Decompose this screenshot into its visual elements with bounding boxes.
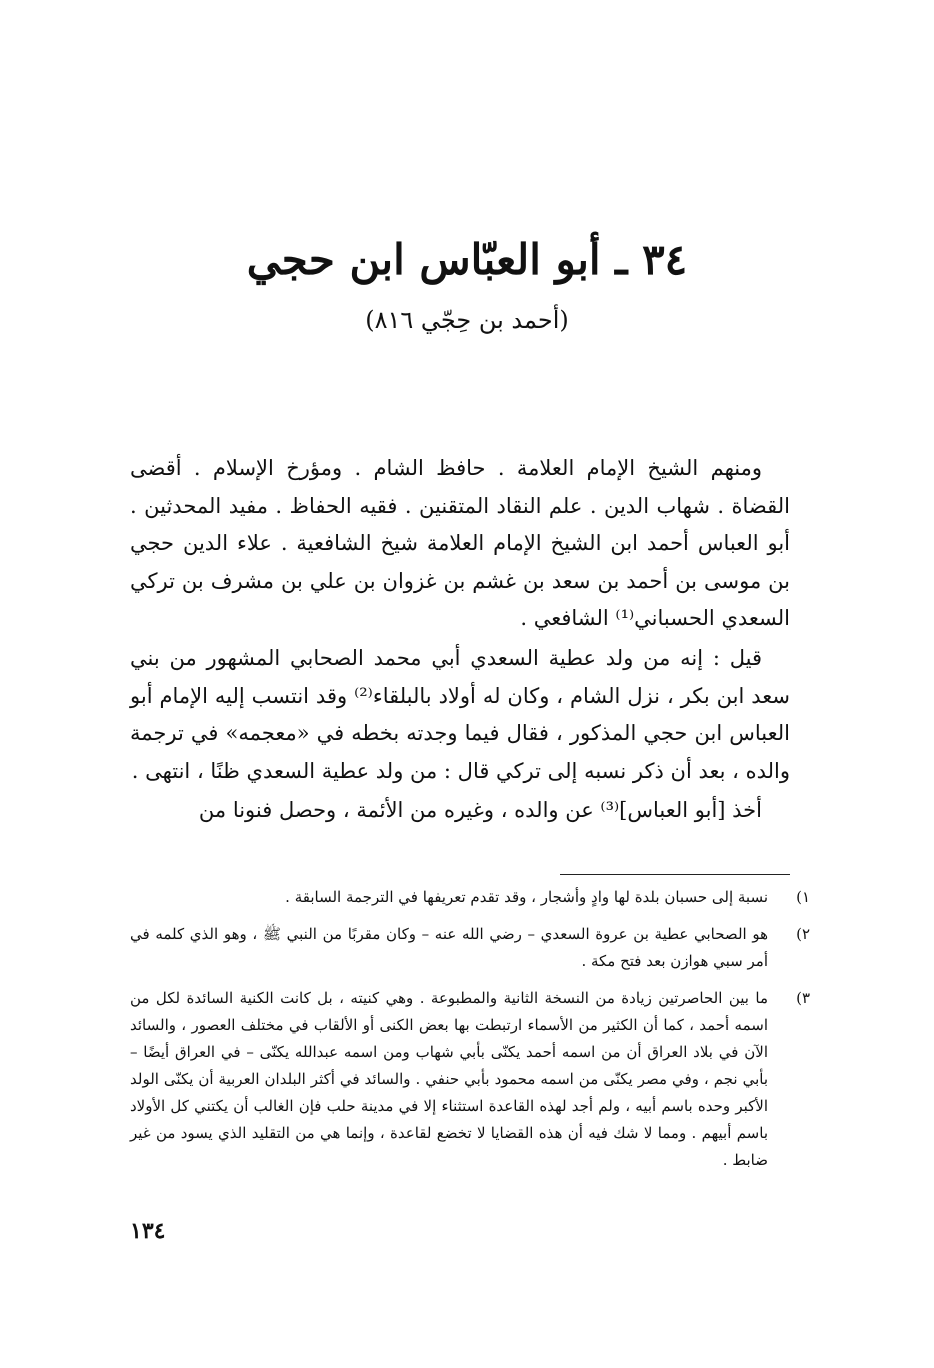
footnote-number: ١) — [796, 888, 810, 906]
footnote-divider — [560, 874, 790, 875]
footnote-text: هو الصحابي عطية بن عروة السعدي – رضي الله عنه – وكان مقربًا من النبي ﷺ ، وهو الذي كلمه في أمر سبي هوازن بعد فتح مكة . — [130, 925, 768, 970]
footnote — [130, 884, 810, 911]
footnote-text: نسبة إلى حسبان بلدة لها وادٍ وأشجار ، وقد تقدم تعريفها في الترجمة السابقة . — [285, 888, 768, 906]
paragraph: ومنهم الشيخ الإمام العلامة . حافظ الشام . ومؤرخ الإسلام . أقضى القضاة . شهاب الدين . علم النقاد المتقنين . فقيه الحفاظ . مفيد المحدثين . أبو العباس أحمد ابن الشيخ الإمام العلامة شيخ الشافعية . علاء الدين حجي بن موسى بن أحمد بن سعد بن غشم بن غزوان بن علي بن مشرف بن تركي السعدي الحسباني⁽¹⁾ الشافعي . — [130, 456, 790, 631]
page-number: ١٣٤ — [130, 1218, 166, 1244]
footnote — [130, 921, 810, 975]
paragraph: أخذ [أبو العباس]⁽³⁾ عن والده ، وغيره من الأئمة ، وحصل فنونا من — [198, 798, 762, 823]
chapter-title: ٣٤ ـ أبو العبّاس ابن حجي — [246, 235, 688, 284]
paragraph: قيل : إنه من ولد عطية السعدي أبي محمد الصحابي المشهور من بني سعد ابن بكر ، نزل الشام ، وكان له أولاد بالبلقاء⁽²⁾ وقد انتسب إليه الإمام أبو العباس ابن حجي المذكور ، فقال فيما وجدته بخطه في «معجمه» في ترجمة والده ، بعد أن ذكر نسبه إلى تركي قال : من ولد عطية السعدي ظنًا ، انتهى . — [130, 645, 790, 783]
chapter-subtitle: (أحمد بن حِجّي ٨١٦) — [365, 306, 569, 334]
footnotes — [130, 884, 810, 1184]
main-text — [130, 450, 790, 832]
footnote — [130, 985, 810, 1174]
footnote-number: ٣) — [796, 989, 810, 1007]
footnote-text: ما بين الحاصرتين زيادة من النسخة الثانية والمطبوعة . وهي كنيته ، بل كانت الكنية السائدة لكل من اسمه أحمد ، كما أن الكثير من الأسماء ارتبطت بها بعض الكنى أو الألقاب في مختلف العصور ، والسائد الآن في بلاد العراق أن من اسمه أحمد يكنّى بأبي شهاب ومن اسمه عبدالله يكنّى – في العراق أيضًا – بأبي نجم ، وفي مصر يكنّى من اسمه محمود بأبي حنفي . والسائد في أكثر البلدان العربية أن يكنّى الولد الأكبر وحده باسم أبيه ، ولم أجد لهذه القاعدة استثناء إلا في مدينة حلب فإن الغالب أن يكتني كل الأولاد باسم أبيهم . ومما لا شك فيه أن هذه القضايا لا تخضع لقاعدة ، وإنما هي من التقليد الذي يسود من غير ضابط . — [130, 989, 769, 1169]
footnote-number: ٢) — [796, 925, 810, 943]
